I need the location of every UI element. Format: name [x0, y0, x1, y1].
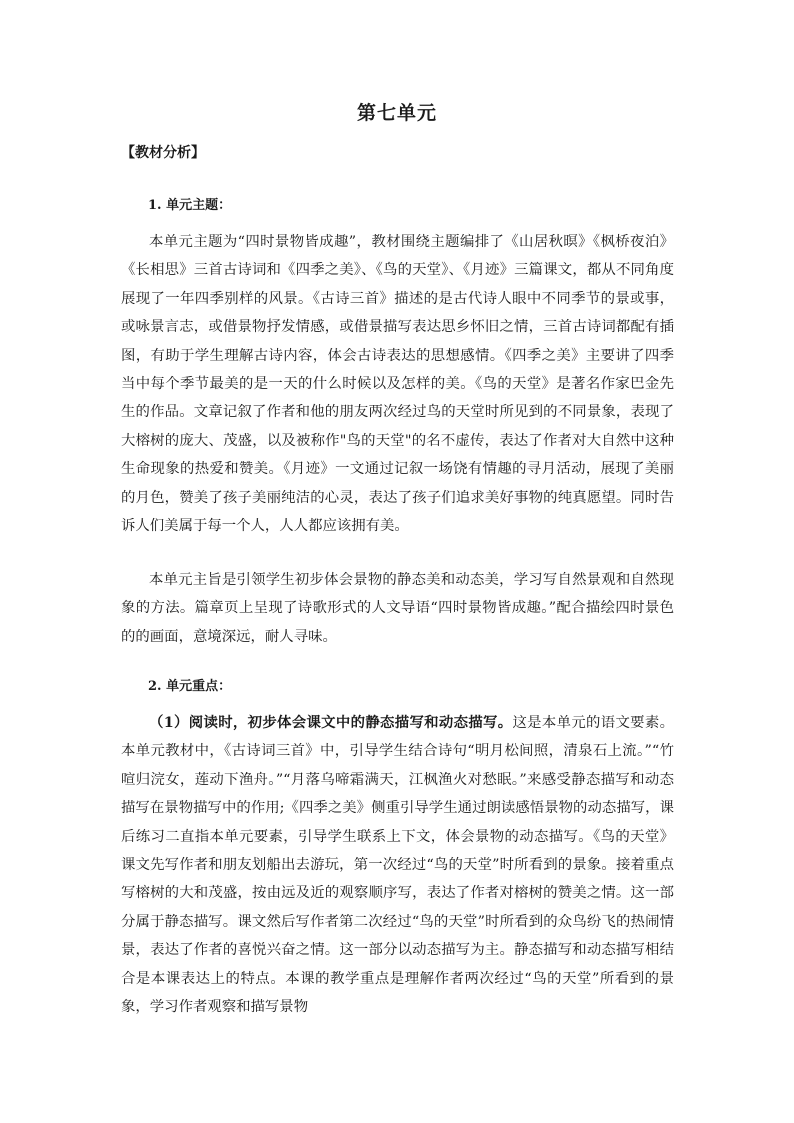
focus-point-1: （1）阅读时，初步体会课文中的静态描写和动态描写。 [149, 714, 513, 731]
heading-unit-focus: 2. 单元重点： [148, 679, 232, 694]
page-title: 第七单元 [356, 102, 437, 124]
paragraph-unit-theme: 本单元主题为“四时景物皆成趣”，教材围绕主题编排了《山居秋暝》《枫桥夜泊》《长相思》三首古诗词和《四季之美》、《鸟的天堂》、《月迹》三篇课文，都从不同角度展现了一年四季别样的风景。《古诗三首》描述的是古代诗人眼中不同季节的景或事，或咏景言志，或借景物抒发情感，或借景描写表达思乡怀旧之情，三首古诗词都配有插图，有助于学生理解古诗内容，体会古诗表达的思想感情。《四季之美》主要讲了四季当中每个季节最美的是一天的什么时候以及怎样的美。《鸟的天堂》是著名作家巴金先生的作品。文章记叙了作者和他的朋友两次经过鸟的天堂时所见到的不同景象，表现了大榕树的庞大、茂盛，以及被称作"鸟的天堂"的名不虚传，表达了作者对大自然中这种生命现象的热爱和赞美。《月迹》一文通过记叙一场饶有情趣的寻月活动，展现了美丽的月色，赞美了孩子美丽纯洁的心灵，表达了孩子们追求美好事物的纯真愿望。同时告诉人们美属于每一个人，人人都应该拥有美。 [121, 234, 674, 535]
paragraph-unit-purpose: 本单元主旨是引领学生初步体会景物的静态美和动态美，学习写自然景观和自然现象的方法。篇章页上呈现了诗歌形式的人文导语“四时景物皆成趣。”配合描绘四时景色的的画面，意境深远，耐人寻味。 [121, 572, 674, 645]
focus-point-1-detail: 这是本单元的语文要素。本单元教材中，《古诗词三首》中，引导学生结合诗句“明月松间照，清泉石上流。”“竹喧归浣女，莲动下渔舟。”“月落乌啼霜满天，江枫渔火对愁眠。”来感受静态描写和动态描写在景物描写中的作用;《四季之美》侧重引导学生通过朗读感悟景物的动态描写，课后练习二直指本单元要素，引导学生联系上下文，体会景物的动态描写。《鸟的天堂》课文先写作者和朋友划船出去游玩，第一次经过“鸟的天堂”时所看到的景象。接着重点写榕树的大和茂盛，按由远及近的观察顺序写，表达了作者对榕树的赞美之情。这一部分属于静态描写。课文然后写作者第二次经过“鸟的天堂”时所看到的众鸟纷飞的热闹情景，表达了作者的喜悦兴奋之情。这一部分以动态描写为主。静态描写和动态描写相结合是本课表达上的特点。本课的教学重点是理解作者两次经过“鸟的天堂”所看到的景象，学习作者观察和描写景物 [121, 715, 674, 1016]
paragraph-unit-focus [121, 709, 674, 1021]
heading-unit-theme: 1. 单元主题： [148, 198, 232, 213]
section-label: 【教材分析】 [121, 145, 205, 161]
